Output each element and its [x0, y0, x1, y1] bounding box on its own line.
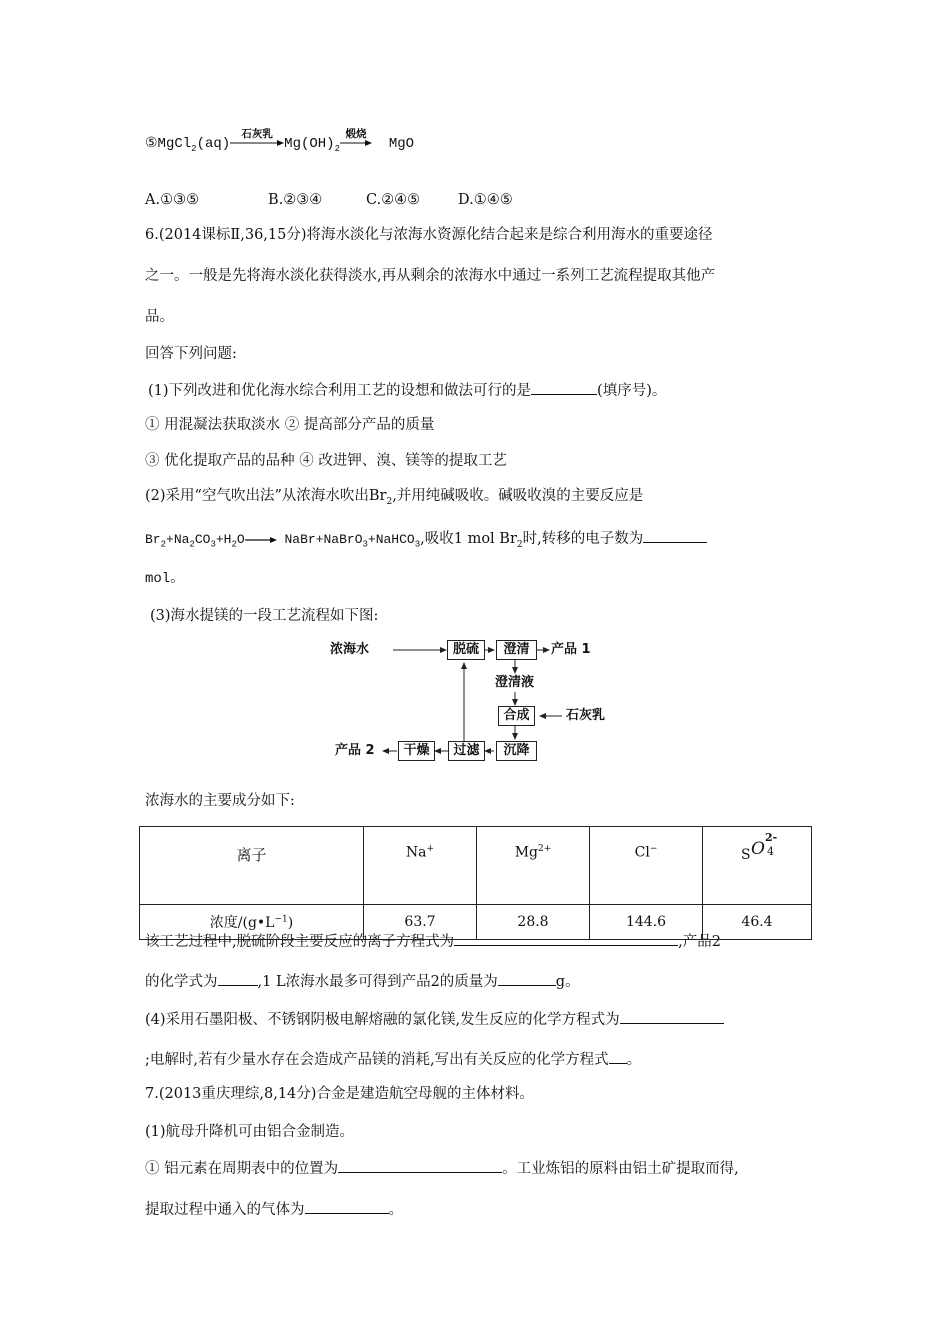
composition-table — [139, 826, 812, 940]
flow-step-dry: 干燥 — [398, 741, 435, 761]
answer-blank[interactable] — [643, 528, 707, 543]
magnesium-process-flow-diagram — [330, 632, 630, 767]
q6-intro-line-2: 之一。一般是先将海水淡化获得淡水,再从剩余的浓海水中通过一系列工艺流程提取其他产 — [145, 268, 716, 284]
option-a: A.①③⑤ — [145, 192, 200, 208]
option-d: D.①④⑤ — [458, 192, 513, 208]
composition-intro: 浓海水的主要成分如下: — [145, 793, 295, 809]
q6-intro-line-1: 6.(2014课标Ⅱ,36,15分)将海水淡化与浓海水资源化结合起来是综合利用海水的重要途径 — [145, 227, 713, 243]
q6-part-4-b: ;电解时,若有少量水存在会造成产品镁的消耗,写出有关反应的化学方程式 。 — [145, 1049, 641, 1070]
q6-part-2: (2)采用“空气吹出法”从浓海水吹出$Br_2$,并用纯碱吸收。碱吸收溴的主要反应是 — [145, 488, 644, 507]
option-b: B.②③④ — [268, 192, 323, 208]
flow-step-desulfur: 脱硫 — [447, 640, 485, 660]
table-header-sulfate: S O 2- 4 — [703, 827, 812, 905]
flow-step-clarify: 澄清 — [496, 640, 537, 660]
q6-part-1: (1)下列改进和优化海水综合利用工艺的设想和做法可行的是 (填序号)。 — [148, 380, 666, 401]
answer-options — [145, 190, 513, 210]
q6-unit-mol: mol。 — [145, 571, 185, 587]
reaction-arrow-1: 石灰乳 — [230, 139, 284, 147]
answer-blank[interactable] — [609, 1049, 627, 1064]
q6-bromine-equation: $Br_2+Na_2CO_3+H_2O$ NaBr+NaBrO$_3$+NaHCO$_3$,吸收1 mol $Br_2$时,转移的电子数为 — [145, 528, 707, 555]
q6-part-3-question-a: 该工艺过程中,脱硫阶段主要反应的离子方程式为 ,产品2 — [145, 931, 721, 952]
q7-part-1-question-b: 提取过程中通入的气体为 。 — [145, 1199, 403, 1220]
answer-blank[interactable] — [498, 971, 556, 986]
table-cell-cl: 144.6 — [590, 905, 703, 940]
q6-part-1-options-b: ③ 优化提取产品的品种 ④ 改进钾、溴、镁等的提取工艺 — [145, 453, 507, 469]
table-header-ion: 离子 — [140, 827, 364, 905]
flow-product-2-label: 产品 2 — [335, 743, 375, 758]
answer-blank[interactable] — [531, 380, 597, 395]
right-arrow-icon — [245, 536, 277, 544]
answer-blank[interactable] — [454, 931, 678, 946]
answer-blank[interactable] — [305, 1199, 389, 1214]
table-cell-na: 63.7 — [364, 905, 477, 940]
answer-blank[interactable] — [218, 971, 258, 986]
q6-part-3-question-b: 的化学式为 ,1 L浓海水最多可得到产品2的质量为 g。 — [145, 971, 580, 992]
q7-intro: 7.(2013重庆理综,8,14分)合金是建造航空母舰的主体材料。 — [145, 1086, 534, 1102]
q7-part-1: (1)航母升降机可由铝合金制造。 — [145, 1124, 355, 1140]
flow-step-synthesis: 合成 — [498, 706, 535, 726]
equation-arrow — [245, 536, 277, 544]
table-cell-mg: 28.8 — [477, 905, 590, 940]
q6-part-1-options-a: ① 用混凝法获取淡水 ② 提高部分产品的质量 — [145, 417, 435, 433]
q6-intro-line-3: 品。 — [145, 309, 174, 325]
reaction-arrow-2: 煅烧 — [340, 139, 372, 147]
answer-blank[interactable] — [338, 1158, 502, 1173]
q6-answer-prompt: 回答下列问题: — [145, 346, 237, 362]
q6-part-3: (3)海水提镁的一段工艺流程如下图: — [150, 608, 379, 624]
reaction-5: ⑤MgCl$_2$(aq) 石灰乳 $Mg(OH)_2$ 煅烧 MgO — [145, 128, 415, 154]
table-cell-sulfate: 46.4 — [703, 905, 812, 940]
flow-input-label: 浓海水 — [330, 642, 370, 657]
table-row-label: 浓度$/(g•L^{-1})$ — [140, 905, 364, 940]
table-header-mg: $Mg^{2+}$ — [477, 827, 590, 905]
flow-lime-milk-label: 石灰乳 — [566, 708, 606, 723]
answer-blank[interactable] — [620, 1009, 724, 1024]
q7-part-1-question-a: ① 铝元素在周期表中的位置为 。工业炼铝的原料由铝土矿提取而得, — [145, 1158, 739, 1179]
flow-clear-liquid-label: 澄清液 — [495, 675, 535, 690]
flow-step-precipitate: 沉降 — [496, 741, 537, 761]
q6-part-4-a: (4)采用石墨阳极、不锈钢阴极电解熔融的氯化镁,发生反应的化学方程式为 — [145, 1009, 724, 1030]
option-c: C.②④⑤ — [366, 192, 421, 208]
table-header-na: Na+ — [364, 827, 477, 905]
table-header-cl: Cl− — [590, 827, 703, 905]
flow-step-filter: 过滤 — [448, 741, 485, 761]
table-header-row — [140, 827, 812, 905]
flow-product-1-label: 产品 1 — [551, 642, 591, 657]
